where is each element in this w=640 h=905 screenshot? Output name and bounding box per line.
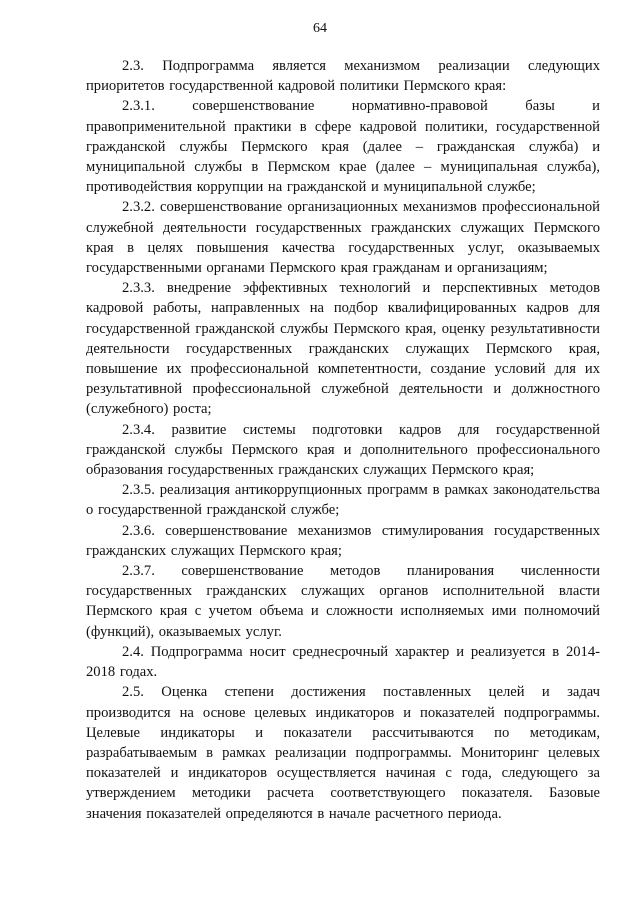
paragraph-2-3-1: 2.3.1. совершенствование нормативно-правовой базы и правоприменительной практики в сфере кадровой политики, государственной гражданской службы Пермского края (далее – гражданская служба) и муниципальной службы в Пермском крае (далее – муниципальная служба), противодействия коррупции на гражданской и муниципальной службе;	[86, 98, 600, 196]
paragraph-2-3-3: 2.3.3. внедрение эффективных технологий и перспективных методов кадровой работы, направленных на подбор квалифицированных кадров для государственной гражданской службы Пермского края, оценку результативности деятельности государственных гражданских служащих Пермского края, повышение их профессиональной компетентности, создание условий для их результативной профессиональной служебной деятельности и должностного (служебного) роста;	[86, 280, 600, 418]
document-body	[86, 56, 600, 824]
paragraph-2-4: 2.4. Подпрограмма носит среднесрочный характер и реализуется в 2014-2018 годах.	[86, 643, 600, 681]
paragraph-2-3: 2.3. Подпрограмма является механизмом реализации следующих приоритетов государственной кадровой политики Пермского края:	[86, 58, 600, 95]
paragraph-2-3-4: 2.3.4. развитие системы подготовки кадров для государственной гражданской службы Пермского края и дополнительного профессионального образования государственных гражданских служащих Пермского края;	[86, 421, 600, 479]
paragraph-2-5: 2.5. Оценка степени достижения поставленных целей и задач производится на основе целевых индикаторов и показателей подпрограммы. Целевые индикаторы и показатели рассчитываются по методикам, разрабатываемым в рамках реализации подпрограммы. Мониторинг целевых показателей и индикаторов осуществляется начиная с года, следующего за утверждением методики расчета соответствующего показателя. Базовые значения показателей определяются в начале расчетного периода.	[86, 684, 600, 822]
page-number: 64	[313, 21, 327, 36]
paragraph-2-3-6: 2.3.6. совершенствование механизмов стимулирования государственных гражданских служащих Пермского края;	[86, 522, 600, 559]
paragraph-2-3-7: 2.3.7. совершенствование методов планирования численности государственных гражданских служащих органов исполнительной власти Пермского края с учетом объема и сложности исполняемых ими полномочий (функций), оказываемых услуг.	[86, 563, 600, 640]
paragraph-2-3-5: 2.3.5. реализация антикоррупционных программ в рамках законодательства о государственной гражданской службе;	[86, 482, 600, 519]
paragraph-2-3-2: 2.3.2. совершенствование организационных механизмов профессиональной служебной деятельности государственных гражданских служащих Пермского края в целях повышения качества государственных услуг, оказываемых государственными органами Пермского края гражданам и организациям;	[86, 199, 600, 277]
